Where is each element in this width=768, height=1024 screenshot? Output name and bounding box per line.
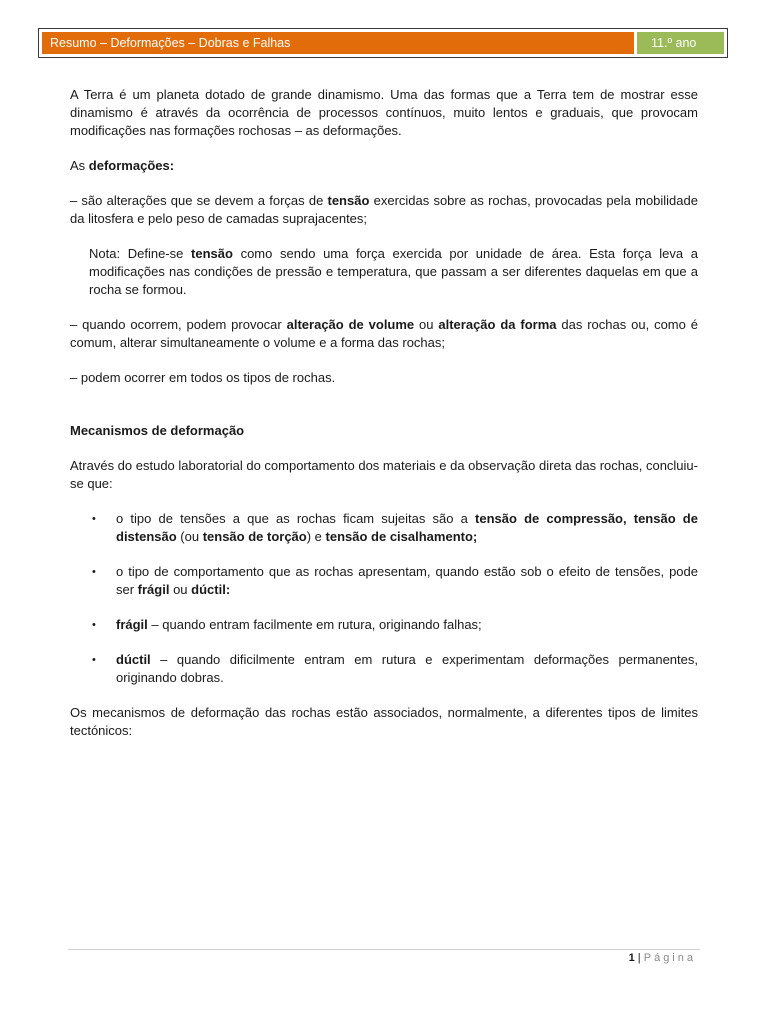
tension-term: tensão xyxy=(327,193,370,208)
tension-term: tensão xyxy=(191,246,233,261)
fragile-term: frágil xyxy=(137,582,170,597)
text-span: das rochas ou, como é comum, alterar simultaneamente o volume e a forma das rochas; xyxy=(70,317,698,350)
header-grade: 11.º ano xyxy=(637,32,724,54)
text-span: – quando dificilmente entram em rutura e experimentam deformações permanentes, originando dobras. xyxy=(116,652,698,685)
tension-paragraph xyxy=(70,192,698,228)
volume-term: alteração de volume xyxy=(286,317,415,332)
ductile-term: dúctil xyxy=(116,652,151,667)
list-item xyxy=(70,563,698,599)
bullet-icon: • xyxy=(92,654,96,666)
list-item xyxy=(70,651,698,687)
shear-term: tensão de cisalhamento; xyxy=(325,529,478,544)
bullet-icon: • xyxy=(92,513,96,525)
tectonic-paragraph: Os mecanismos de deformação das rochas estão associados, normalmente, a diferentes tipos de limites tectónicos: xyxy=(70,705,698,738)
deformations-term: deformações: xyxy=(88,158,175,173)
rock-types-paragraph: – podem ocorrer em todos os tipos de rochas. xyxy=(70,370,336,385)
text-span: o tipo de comportamento que as rochas apresentam, quando estão sob o efeito de tensões, pode ser xyxy=(116,564,698,597)
text-span: – são alterações que se devem a forças de xyxy=(70,193,328,208)
study-paragraph: Através do estudo laboratorial do comportamento dos materiais e da observação direta das rochas, concluiu-se que: xyxy=(70,458,698,491)
distension-term: tensão de distensão xyxy=(116,511,698,544)
list-item xyxy=(70,616,698,634)
effects-paragraph xyxy=(70,316,698,352)
bullet-icon: • xyxy=(92,619,96,631)
document-body xyxy=(70,86,698,757)
text-span: exercidas sobre as rochas, provocadas pela mobilidade da litosfera e pelo peso de camadas suprajacentes; xyxy=(70,193,698,226)
header-title: Resumo – Deformações – Dobras e Falhas xyxy=(42,32,634,54)
bullet-icon: • xyxy=(92,566,96,578)
page-footer xyxy=(0,951,696,965)
footer-divider xyxy=(68,949,700,950)
compression-term: tensão de compressão xyxy=(475,511,623,526)
text-span: o tipo de tensões a que as rochas ficam sujeitas são a xyxy=(116,511,476,526)
text-span: Nota: Define-se xyxy=(89,246,192,261)
text-span: (ou xyxy=(176,529,203,544)
intro-paragraph: A Terra é um planeta dotado de grande dinamismo. Uma das formas que a Terra tem de mostrar esse dinamismo é através da ocorrência de processos contínuos, muito lentos e graduais, que provocam modificações nas formações rochosas – as deformações. xyxy=(70,87,698,138)
text-span: ) e xyxy=(306,529,326,544)
text-span: ou xyxy=(414,317,439,332)
page-number: 1 xyxy=(628,952,635,964)
conclusions-list xyxy=(70,510,698,687)
text-span: ou xyxy=(169,582,192,597)
ductile-term: dúctil: xyxy=(191,582,231,597)
text-span: – quando entram facilmente em rutura, originando falhas; xyxy=(147,617,482,632)
shape-term: alteração da forma xyxy=(438,317,557,332)
torsion-term: tensão de torção xyxy=(202,529,307,544)
text-span: , xyxy=(622,511,634,526)
deformations-prefix: As xyxy=(70,158,89,173)
document-header xyxy=(38,28,728,58)
text-span: – quando ocorrem, podem provocar xyxy=(70,317,287,332)
section-heading: Mecanismos de deformação xyxy=(70,423,245,438)
text-span: como sendo uma força exercida por unidade de área. Esta força leva a modificações nas condições de pressão e temperatura, que passam a ser diferentes daquelas em que a rocha se formou. xyxy=(89,246,698,297)
fragile-term: frágil xyxy=(116,617,148,632)
list-item xyxy=(70,510,698,546)
footer-separator: | xyxy=(634,952,644,964)
page-label: Página xyxy=(643,952,696,964)
note-paragraph xyxy=(89,245,698,299)
deformations-label xyxy=(70,157,698,175)
